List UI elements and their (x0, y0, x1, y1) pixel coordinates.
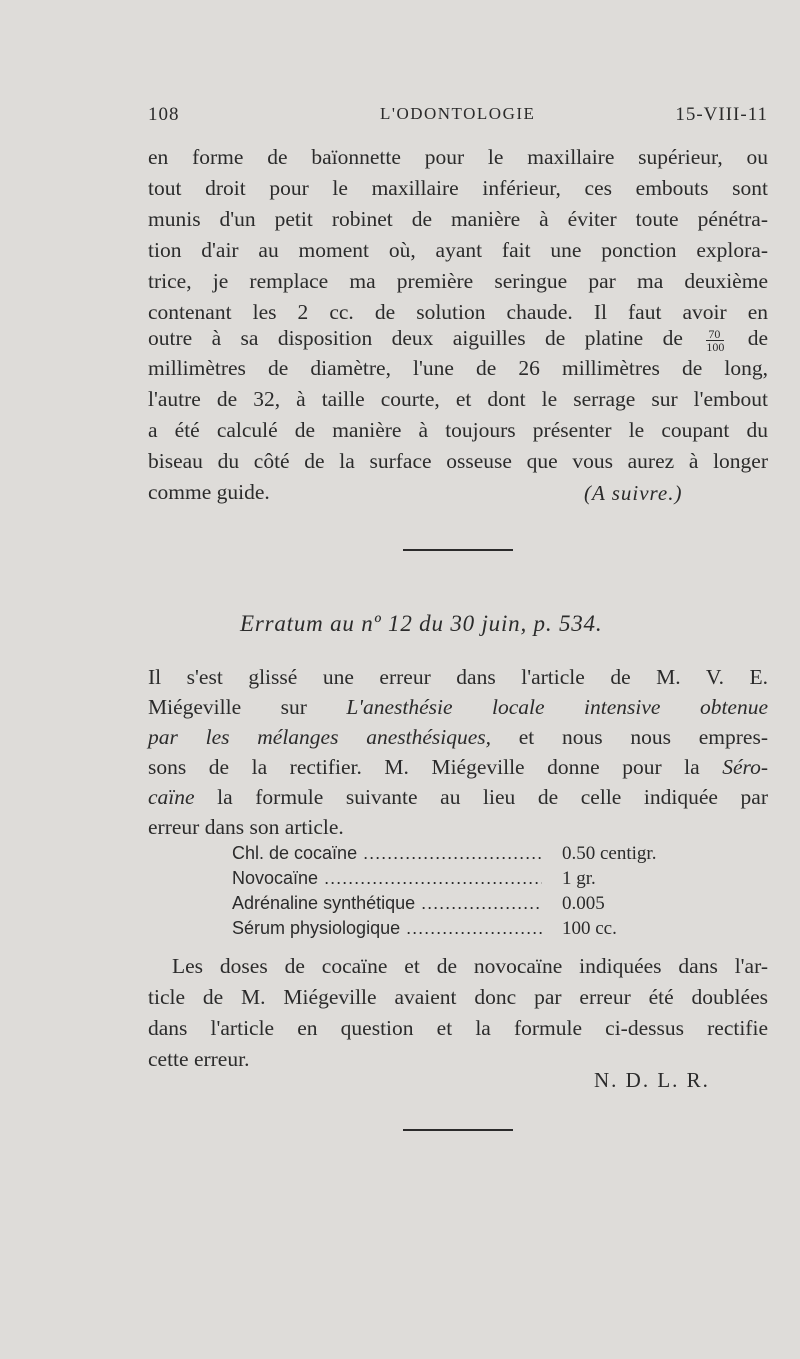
fraction-line-before: outre à sa disposition deux aiguilles de platine de (148, 326, 683, 350)
body-line: ticle de M. Miégeville avaient donc par erreur été doublées (148, 985, 768, 1009)
body-line: munis d'un petit robinet de manière à éviter toute pénétra- (148, 207, 768, 231)
erratum-heading: Erratum au nº 12 du 30 juin, p. 534. (240, 611, 603, 636)
body-line: comme guide. (148, 480, 270, 504)
fraction-line-after: de (747, 326, 769, 350)
product-name: Séro- (722, 755, 769, 779)
body-line: millimètres de diamètre, l'une de 26 millimètres de long, (148, 356, 768, 380)
body-line: tout droit pour le maxillaire inférieur, ces embouts sont (148, 176, 768, 200)
erratum-text: sons de la rectifier. M. Miégeville donne pour la (148, 755, 700, 779)
erratum-line (148, 782, 768, 813)
erratum-line: Il s'est glissé une erreur dans l'article de M. V. E. (148, 665, 768, 689)
editorial-signature: N. D. L. R. (594, 1068, 710, 1092)
erratum-line (148, 752, 768, 783)
erratum-text: la formule suivante au lieu de celle indiquée par (217, 785, 769, 809)
formula-dose: 0.005 (562, 893, 605, 914)
formula-dose: 100 cc. (562, 918, 617, 939)
body-line: Les doses de cocaïne et de novocaïne indiquées dans l'ar- (172, 954, 768, 978)
formula-ingredient: Adrénaline synthétique ..... (232, 893, 542, 914)
section-divider (403, 1129, 513, 1131)
article-title-cont: par les mélanges anesthésiques, (148, 725, 491, 749)
formula-dose: 0.50 centigr. (562, 843, 657, 864)
formula-ingredient: Sérum physiologique ..... (232, 918, 542, 939)
article-title: L'anesthésie locale intensive obtenue (346, 695, 768, 719)
page-number: 108 (148, 104, 180, 125)
to-be-continued: (A suivre.) (584, 481, 683, 505)
product-name-cont: caïne (148, 785, 195, 809)
erratum-line: erreur dans son article. (148, 815, 344, 839)
formula-dose: 1 gr. (562, 868, 596, 889)
erratum-text: et nous nous empres- (518, 725, 768, 749)
body-line: trice, je remplace ma première seringue par ma deuxième (148, 269, 768, 293)
body-line-with-fraction (148, 323, 768, 354)
formula-ingredient: Chl. de cocaïne ..... (232, 843, 542, 864)
journal-title: L'ODONTOLOGIE (380, 104, 536, 123)
body-line: cette erreur. (148, 1047, 250, 1071)
fraction-denominator: 100 (706, 339, 725, 354)
erratum-line (148, 722, 768, 753)
body-line: contenant les 2 cc. de solution chaude. Il faut avoir en (148, 300, 768, 324)
erratum-text: Miégeville sur (148, 695, 307, 719)
body-line: en forme de baïonnette pour le maxillaire supérieur, ou (148, 145, 768, 169)
formula-ingredient: Novocaïne ..... (232, 868, 542, 889)
body-line: dans l'article en question et la formule ci-dessus rectifie (148, 1016, 768, 1040)
page-header (148, 104, 768, 130)
erratum-line (148, 692, 768, 723)
body-line: a été calculé de manière à toujours présenter le coupant du (148, 418, 768, 442)
fraction-numerator: 70 (706, 328, 724, 341)
body-line: l'autre de 32, à taille courte, et dont le serrage sur l'embout (148, 387, 768, 411)
fraction (706, 328, 724, 353)
body-line: biseau du côté de la surface osseuse que vous aurez à longer (148, 449, 768, 473)
body-line: tion d'air au moment où, ayant fait une ponction explora- (148, 238, 768, 262)
issue-date: 15-VIII-11 (675, 104, 768, 125)
section-divider (403, 549, 513, 551)
